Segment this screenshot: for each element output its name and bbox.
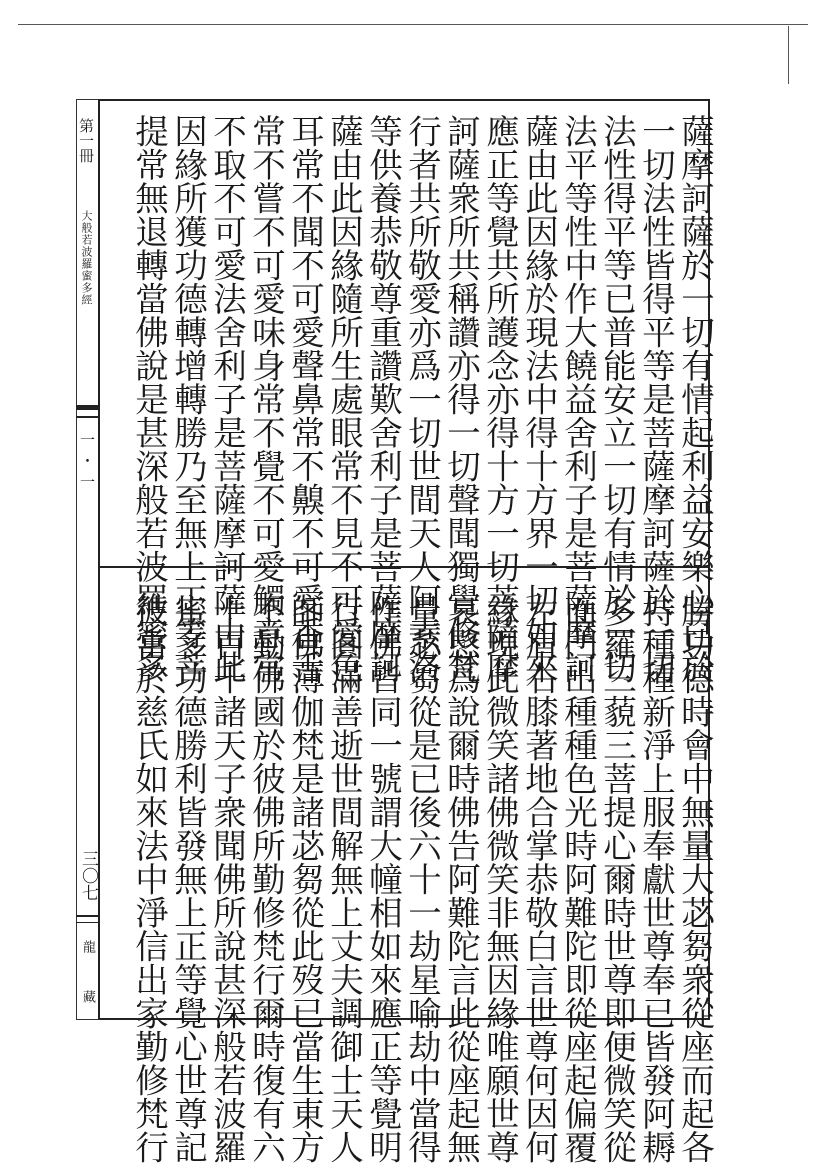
- upper-text-block: [100, 102, 715, 684]
- upper-column-4: 法平等性中作大饒益舍利子是菩薩摩訶: [558, 114, 598, 684]
- lower-column-4: 面門出種種色光時阿難陀即從座起偏覆: [558, 594, 598, 1164]
- lower-column-7: 哀愍爲說爾時佛告阿難陀言此從座起無: [441, 594, 481, 1164]
- margin-sutra-title: 大般若波羅蜜多經: [80, 210, 93, 306]
- margin-volume: 第一冊: [77, 118, 95, 163]
- margin-frame-left: [76, 99, 77, 1020]
- upper-column-1: 薩摩訶薩於一切有情起利益安樂心已於: [675, 114, 715, 684]
- upper-column-7: 訶薩衆所共稱讚亦得一切聲聞獨覺修梵: [441, 114, 481, 684]
- lower-column-6: 緣現此微笑諸佛微笑非無因緣唯願世尊: [480, 594, 520, 1164]
- margin-collection-1: 龍: [80, 940, 95, 954]
- upper-column-14: 因緣所獲功德轉增轉勝乃至無上正等菩: [168, 114, 208, 684]
- lower-column-8: 量苾芻從是已後六十一劫星喻劫中當得: [402, 594, 442, 1164]
- lower-column-5: 左肩右膝著地合掌恭敬白言世尊何因何: [519, 594, 559, 1164]
- upper-column-3: 法性得平等已普能安立一切有情於一切: [597, 114, 637, 684]
- margin-ornament-lower-3: [76, 922, 98, 923]
- lower-column-12: 不動佛國於彼佛所勤修梵行爾時復有六: [246, 594, 286, 1164]
- margin-ornament-lower-2: [76, 915, 98, 917]
- upper-column-11: 耳常不聞不可愛聲鼻常不齅不可愛香舌: [285, 114, 325, 684]
- margin-ornament-upper: [76, 405, 98, 410]
- lower-column-14: 蜜多功德勝利皆發無上正等覺心世尊記: [168, 594, 208, 1164]
- right-edge-mark: [788, 26, 789, 84]
- margin-collection-2: 藏: [80, 990, 95, 1004]
- upper-column-13: 不取不可愛法舍利子是菩薩摩訶薩由此: [207, 114, 247, 684]
- lower-column-3: 多羅三藐三菩提心爾時世尊即便微笑從: [597, 594, 637, 1164]
- margin-page-number: 三〇七: [78, 850, 98, 901]
- margin-section: 一・一: [78, 432, 96, 495]
- upper-column-6: 應正等覺共所護念亦得十方一切菩薩摩: [480, 114, 520, 684]
- top-border-line: [18, 24, 808, 25]
- upper-column-5: 薩由此因緣於現法中得十方界一切如來: [519, 114, 559, 684]
- upper-column-12: 常不嘗不可愛味身常不覺不可愛觸意常: [246, 114, 286, 684]
- upper-column-15: 提常無退轉當佛說是甚深般若波羅蜜多: [129, 114, 169, 684]
- lower-column-1: 勝功德時會中無量大苾芻衆從座而起各: [675, 594, 715, 1164]
- lower-column-9: 作佛皆同一號謂大幢相如來應正等覺明: [363, 594, 403, 1164]
- margin-frame-bottom: [76, 1019, 98, 1020]
- margin-ornament-lower: [76, 416, 98, 418]
- lower-column-13: 十百千諸天子衆聞佛所說甚深般若波羅: [207, 594, 247, 1164]
- margin-frame-top: [76, 99, 98, 100]
- upper-column-8: 行者共所敬愛亦爲一切世間天人阿素洛: [402, 114, 442, 684]
- upper-column-9: 等供養恭敬尊重讚歎舍利子是菩薩摩訶: [363, 114, 403, 684]
- lower-column-15: 彼當於慈氏如來法中淨信出家勤修梵行: [129, 594, 169, 1164]
- lower-text-block: [100, 570, 715, 1164]
- lower-column-11: 師佛薄伽梵是諸苾芻從此歿已當生東方: [285, 594, 325, 1164]
- upper-column-10: 薩由此因緣隨所生處眼常不見不可愛色: [324, 114, 364, 684]
- upper-column-2: 一切法性皆得平等是菩薩摩訶薩於一切: [636, 114, 676, 684]
- lower-column-2: 持種種新淨上服奉獻世尊奉已皆發阿耨: [636, 594, 676, 1164]
- lower-column-10: 行圓滿善逝世間解無上丈夫調御士天人: [324, 594, 364, 1164]
